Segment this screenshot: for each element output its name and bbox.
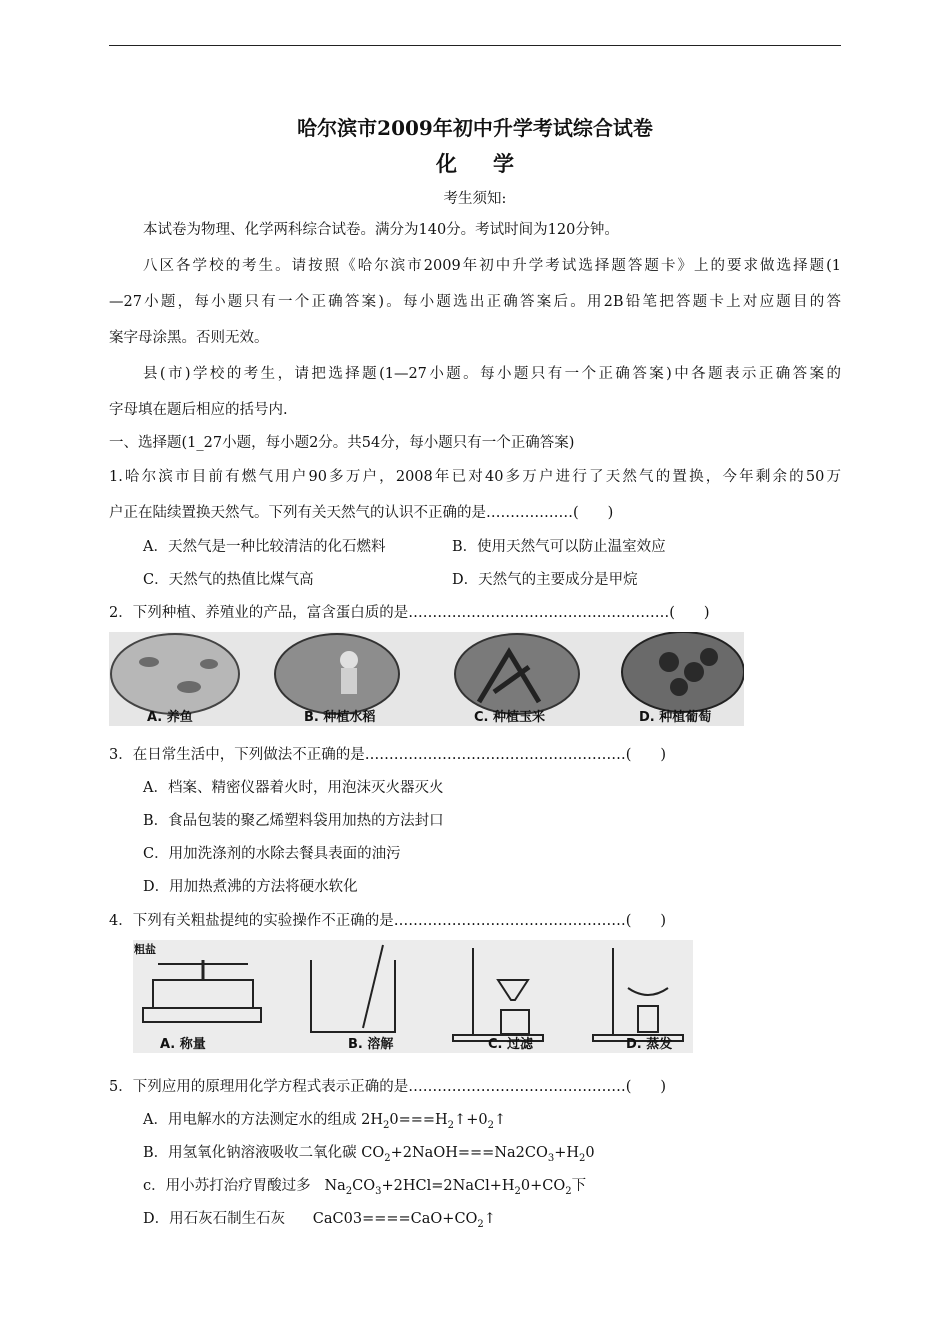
intro-p2-line3: 案字母涂黑。否则无效。 [109, 330, 269, 346]
q5-stem: 5．下列应用的原理用化学方程式表示正确的是………………………………………( ) [109, 1079, 667, 1095]
q1-option-b: B．使用天然气可以防止温室效应 [452, 539, 666, 555]
q2-label-c: C. 种植玉米 [474, 710, 546, 725]
q4-label-d: D. 蒸发 [626, 1037, 673, 1052]
q5-option-a-eq-start: 2H [361, 1112, 383, 1128]
exam-title: 哈尔滨市2009年初中升学考试综合试卷 [297, 116, 653, 140]
q4-fig-text: 粗盐 [134, 943, 156, 956]
q1-option-d: D．天然气的主要成分是甲烷 [452, 572, 638, 588]
q3-option-d: D．用加热煮沸的方法将硬水软化 [143, 879, 358, 895]
q5-option-a: A．用电解水的方法测定水的组成 $2H_20===H_2↑+0_2↑$ [143, 1112, 507, 1131]
q4-label-b: B. 溶解 [348, 1037, 394, 1052]
section-heading: 一、选择题(1_27小题，每小题2分。共54分，每小题只有一个正确答案) [109, 435, 575, 451]
q2-label-b: B. 种植水稻 [304, 710, 376, 725]
q5-option-d: D．用石灰石制生石灰 $CaC03====CaO+CO_2↑$ [143, 1211, 496, 1230]
q2-label-d: D. 种植葡萄 [639, 710, 712, 725]
q4-figure-art [133, 940, 693, 1053]
q1-option-c: C．天然气的热值比煤气高 [143, 572, 314, 588]
q1-option-a: A．天然气是一种比较清洁的化石燃料 [143, 539, 386, 555]
q5-option-c: c．用小苏打治疗胃酸过多 $Na_2CO_3+2HCl=2NaCl+H_20+CO_2$下 [143, 1178, 587, 1197]
q5-option-d-text: D．用石灰石制生石灰 [143, 1211, 286, 1227]
q5-option-b-text: B．用氢氧化钠溶液吸收二氧化碳 [143, 1145, 357, 1161]
subject-title: 化学 [436, 151, 550, 176]
intro-p3-line1: 县(市)学校的考生，请把选择题(1—27小题。每小题只有一个正确答案)中各题表示正确答案的 [143, 366, 841, 382]
q2-figure [109, 632, 744, 726]
header-rule [109, 45, 841, 46]
q4-label-a: A. 称量 [160, 1037, 206, 1052]
q5-option-a-text: A．用电解水的方法测定水的组成 [143, 1112, 357, 1128]
intro-p2-line1: 八区各学校的考生。请按照《哈尔滨市2009年初中升学考试选择题答题卡》上的要求做选择题(1 [143, 258, 841, 274]
q5-option-b: B．用氢氧化钠溶液吸收二氧化碳 $CO_2+2NaOH===Na2CO_3+H_20$ [143, 1145, 595, 1164]
intro-p1: 本试卷为物理、化学两科综合试卷。满分为140分。考试时间为120分钟。 [143, 222, 619, 238]
q5-option-c-text: c．用小苏打治疗胃酸过多 [143, 1178, 311, 1194]
q4-figure [133, 940, 693, 1053]
q4-stem: 4．下列有关粗盐提纯的实验操作不正确的是…………………………………………( ) [109, 913, 667, 929]
q3-option-a: A．档案、精密仪器着火时，用泡沫灭火器灭火 [143, 780, 444, 796]
q3-stem: 3．在日常生活中，下列做法不正确的是………………………………………………( ) [109, 747, 667, 763]
q3-option-c: C．用加洗涤剂的水除去餐具表面的油污 [143, 846, 401, 862]
notice-title: 考生须知: [443, 191, 507, 207]
q1-line1: 1.哈尔滨市目前有燃气用户90多万户，2008年已对40多万户进行了天然气的置换，今年剩余的50万 [109, 469, 841, 485]
intro-p3-line2: 字母填在题后相应的括号内. [109, 402, 288, 418]
q4-label-c: C. 过滤 [488, 1037, 534, 1052]
q3-option-b: B．食品包装的聚乙烯塑料袋用加热的方法封口 [143, 813, 444, 829]
q1-line2: 户正在陆续置换天然气。下列有关天然气的认识不正确的是………………( ) [109, 505, 614, 521]
q2-label-a: A. 养鱼 [147, 710, 193, 725]
intro-p2-line2: —27小题，每小题只有一个正确答案)。每小题选出正确答案后。用2B铅笔把答题卡上对应题目的答 [109, 294, 841, 310]
q2-stem: 2．下列种植、养殖业的产品，富含蛋白质的是………………………………………………( ) [109, 605, 710, 621]
